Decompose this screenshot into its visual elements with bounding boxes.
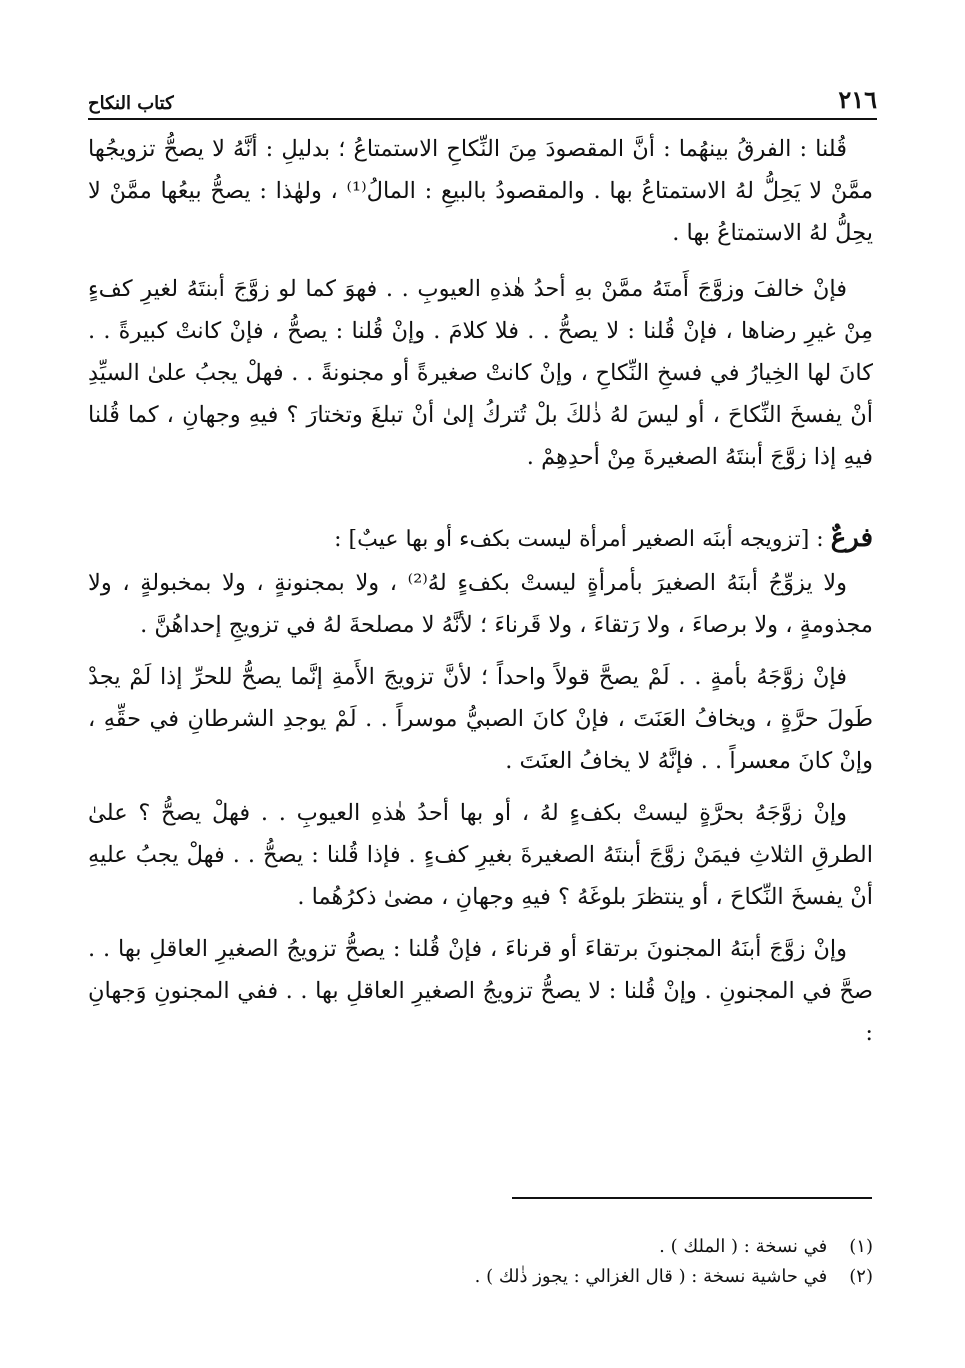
footnotes: [300, 1232, 873, 1292]
paragraph-6: وإنْ زوَّجَ أبنَهُ المجنونَ برتقاءَ أو قرناءَ ، فإنْ قُلنا : يصحُّ تزويجُ الصغيرِ العاقلِ بها . . صحَّ في المجنونِ . وإنْ قُلنا : لا يصحُّ تزويجُ الصغيرِ العاقلِ بها . . ففي المجنونِ وَجهانِ :: [88, 936, 873, 1046]
running-title: كتاب النكاح: [88, 93, 174, 114]
footnote-number: (١): [849, 1236, 873, 1257]
paragraph-2: فإنْ خالفَ وزوَّجَ أَمتَهُ ممَّنْ بهِ أحدُ هٰذهِ العيوبِ . . فهوَ كما لو زوَّجَ أبنتَهُ لغيرِ كفءٍ مِنْ غيرِ رضاها ، فإنْ قُلنا : لا يصحُّ . . فلا كلامَ . وإنْ قُلنا : يصحُّ ، فإنْ كانتْ كبيرةً . . كانَ لها الخِيارُ في فسخِ النِّكاحِ ، وإنْ كانتْ صغيرةً أو مجنونةً . . فهلْ يجبُ علىٰ السيِّدِ أنْ يفسخَ النِّكاحَ ، أو ليسَ لهُ ذٰلكَ بلْ تُتركُ إلىٰ أنْ تبلغَ وتختارَ ؟ فيهِ وجهانِ ، كما قُلنا فيهِ إذا زوَّجَ أبنتَهُ الصغيرةَ مِنْ أحدِهِمْ .: [88, 276, 873, 470]
footnote-number: (٢): [849, 1266, 873, 1287]
paragraph-3: ولا يزوِّجُ أبنَهُ الصغيرَ بأمرأةٍ ليستْ بكفءٍ لهُ⁽²⁾ ، ولا بمجنونةٍ ، ولا بمخبولةٍ ، ولا مجذومةٍ ، ولا برصاءَ ، ولا رَتقاءَ ، ولا قَرناءَ ؛ لأنَّهُ لا مصلحةَ لهُ في تزويجِ إحداهُنَّ .: [88, 570, 873, 638]
body-text: [88, 128, 873, 1064]
footnote-text: في حاشية نسخة : ( قال الغزالي : يجوز ذٰلك ) .: [474, 1266, 828, 1287]
footnote-2: [300, 1262, 873, 1292]
page-header: [88, 80, 877, 120]
section-heading-label: فرعٌ: [830, 523, 873, 553]
footnote-divider: [512, 1197, 872, 1199]
footnote-text: في نسخة : ( الملك ) .: [659, 1236, 828, 1257]
page-number: ٢١٦: [838, 85, 877, 114]
section-heading-title: : [تزويجه أبنَه الصغير أمرأة ليست بكفء أو بها عيبٌ] :: [334, 527, 824, 552]
paragraph-5: وإنْ زوَّجَهُ بحرَّةٍ ليستْ بكفءٍ لهُ ، أو بها أحدُ هٰذهِ العيوبِ . . فهلْ يصحُّ ؟ علىٰ الطرقِ الثلاثِ فيمَنْ زوَّجَ أبنتَهُ الصغيرةَ بغيرِ كفءٍ . فإذا قُلنا : يصحُّ . . فهلْ يجبُ عليهِ أنْ يفسخَ النِّكاحَ ، أو ينتظرَ بلوغَهُ ؟ فيهِ وجهانِ ، مضىٰ ذكرُهُما .: [88, 800, 873, 910]
section-heading: [88, 518, 873, 560]
paragraph-4: فإنْ زوَّجَهُ بأمةٍ . . لَمْ يصحَّ قولاً واحداً ؛ لأنَّ تزويجَ الأَمةِ إنَّما يصحُّ للحرِّ إذا لَمْ يجدْ طَولَ حرَّةٍ ، ويخافُ العَنَتَ ، فإنْ كانَ الصبيُّ موسراً . . لَمْ يوجدِ الشرطانِ في حقِّهِ ، وإنْ كانَ معسراً . . فإنَّهُ لا يخافُ العنَتَ .: [88, 664, 873, 774]
footnote-1: [300, 1232, 873, 1262]
paragraph-1: قُلنا : الفرقُ بينهُما : أنَّ المقصودَ مِنَ النِّكاحِ الاستمتاعُ ؛ بدليلِ : أنَّهُ لا يصحُّ تزويجُها ممَّنْ لا يَحِلُّ لهُ الاستمتاعُ بها . والمقصودُ بالبيعِ : المالُ⁽¹⁾ ، ولهٰذا : يصحُّ بيعُها ممَّنْ لا يحِلُّ لهُ الاستمتاعُ بها .: [88, 136, 873, 246]
